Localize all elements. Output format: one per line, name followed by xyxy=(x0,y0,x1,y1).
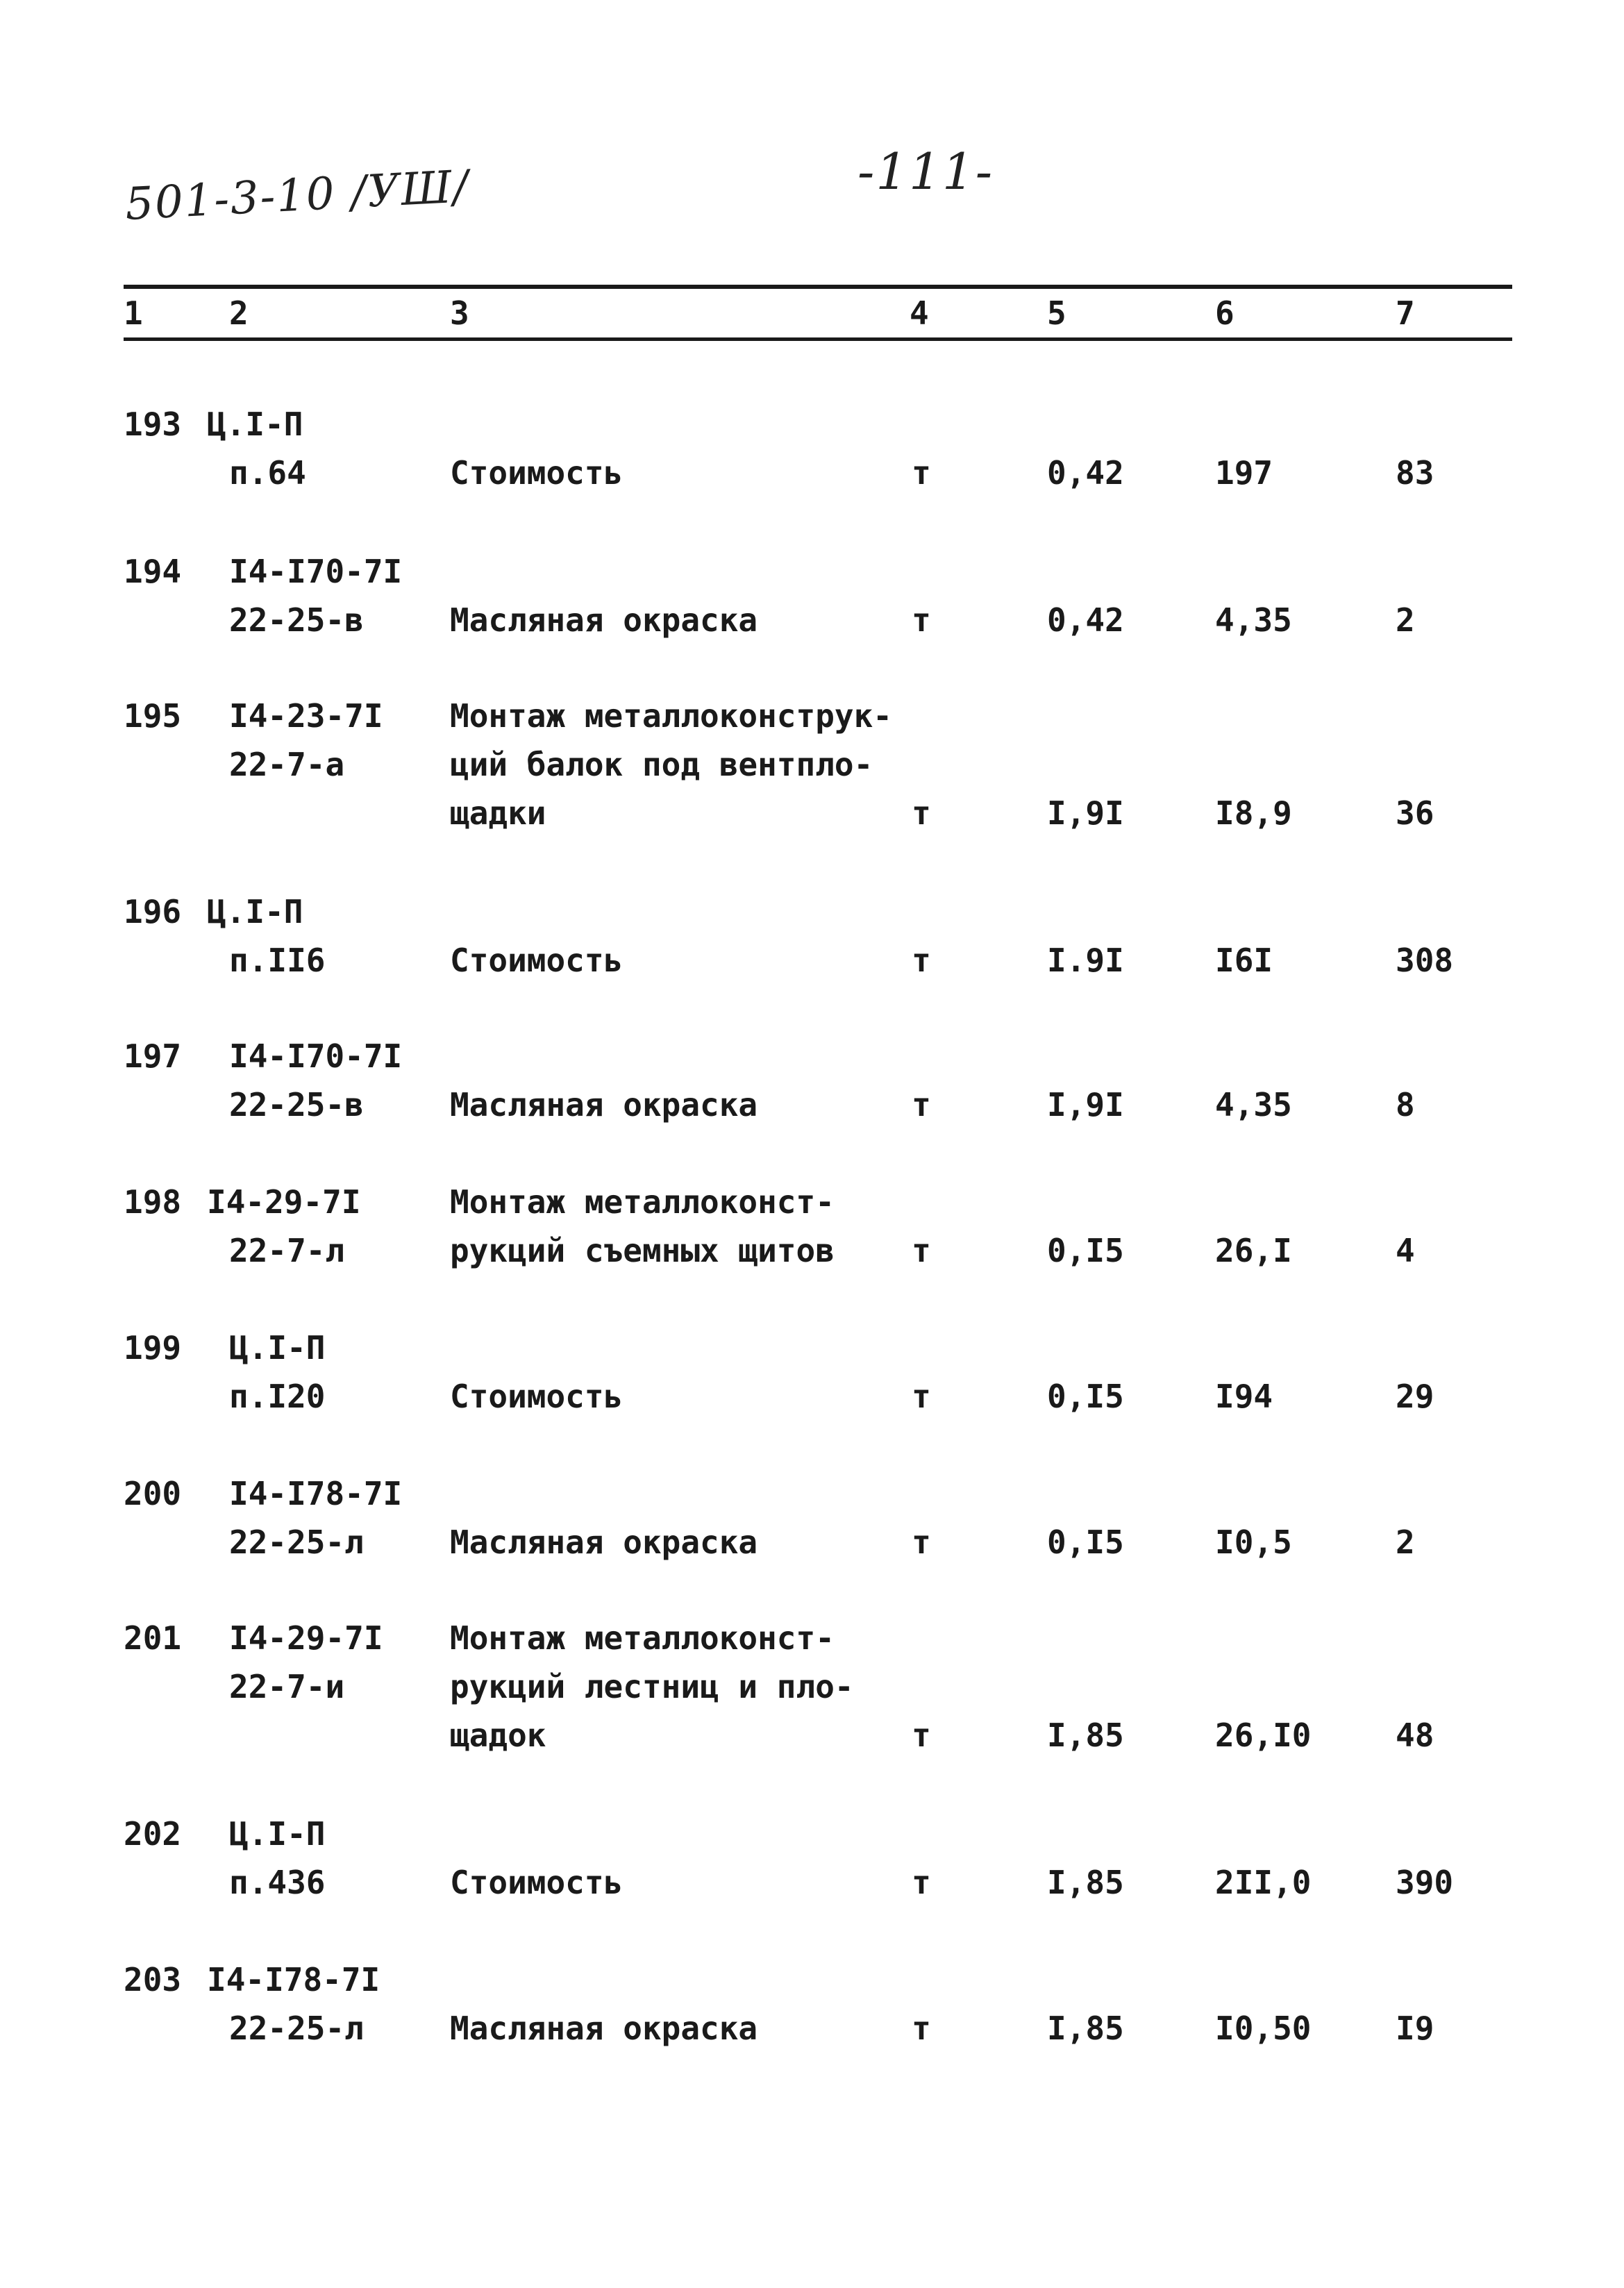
row-code-secondary: п.I20 xyxy=(229,1378,326,1415)
row-quantity: 0,42 xyxy=(1047,454,1124,492)
row-quantity: 0,42 xyxy=(1047,601,1124,639)
row-number: 193 xyxy=(124,406,182,443)
row-description-line: Монтаж металлоконст- xyxy=(450,1619,835,1657)
column-header-4: 4 xyxy=(910,294,929,332)
row-unit: т xyxy=(912,1086,931,1124)
row-unit-price: 26,I xyxy=(1215,1232,1292,1269)
row-code-primary: I4-29-7I xyxy=(207,1183,361,1221)
row-quantity: I.9I xyxy=(1047,942,1124,979)
row-number: 195 xyxy=(124,697,182,735)
row-quantity: I,9I xyxy=(1047,794,1124,832)
row-code-primary: Ц.I-П xyxy=(207,893,303,930)
row-unit-price: I94 xyxy=(1215,1378,1273,1415)
table-row xyxy=(0,1961,1624,2047)
row-number: 197 xyxy=(124,1037,182,1075)
row-unit: т xyxy=(912,1232,931,1269)
row-description-line: Масляная окраска xyxy=(450,2010,758,2047)
column-header-3: 3 xyxy=(450,294,469,332)
table-row xyxy=(0,1619,1624,1754)
row-code-primary: Ц.I-П xyxy=(229,1329,326,1367)
table-row xyxy=(0,1183,1624,1269)
row-unit-price: 4,35 xyxy=(1215,601,1292,639)
table-row xyxy=(0,406,1624,492)
row-total: I9 xyxy=(1396,2010,1434,2047)
row-unit: т xyxy=(912,794,931,832)
row-description-line: ций балок под вентпло- xyxy=(450,746,873,783)
row-code-primary: Ц.I-П xyxy=(229,1815,326,1853)
row-code-primary: I4-I70-7I xyxy=(229,553,403,590)
row-total: 308 xyxy=(1396,942,1454,979)
column-header-2: 2 xyxy=(229,294,249,332)
row-unit: т xyxy=(912,1523,931,1561)
row-description-line: Стоимость xyxy=(450,454,623,492)
row-quantity: 0,I5 xyxy=(1047,1523,1124,1561)
row-total: 2 xyxy=(1396,601,1415,639)
row-quantity: 0,I5 xyxy=(1047,1232,1124,1269)
row-number: 196 xyxy=(124,893,182,930)
row-description-line: рукций съемных щитов xyxy=(450,1232,835,1269)
table-row xyxy=(0,893,1624,979)
row-quantity: 0,I5 xyxy=(1047,1378,1124,1415)
row-code-secondary: п.436 xyxy=(229,1864,326,1901)
row-quantity: I,85 xyxy=(1047,1717,1124,1754)
row-total: 4 xyxy=(1396,1232,1415,1269)
row-total: 2 xyxy=(1396,1523,1415,1561)
row-code-primary: I4-I70-7I xyxy=(229,1037,403,1075)
row-unit-price: I0,5 xyxy=(1215,1523,1292,1561)
row-unit: т xyxy=(912,454,931,492)
row-code-secondary: 22-7-л xyxy=(229,1232,345,1269)
table-row xyxy=(0,553,1624,639)
row-unit: т xyxy=(912,1717,931,1754)
column-header-7: 7 xyxy=(1396,294,1415,332)
row-description-line: Стоимость xyxy=(450,1864,623,1901)
row-total: 83 xyxy=(1396,454,1434,492)
row-description-line: Монтаж металлоконст- xyxy=(450,1183,835,1221)
row-unit: т xyxy=(912,601,931,639)
table-row xyxy=(0,697,1624,832)
header-rule xyxy=(124,337,1512,341)
row-description-line: рукций лестниц и пло- xyxy=(450,1668,854,1705)
column-header-1: 1 xyxy=(124,294,143,332)
row-code-secondary: 22-25-л xyxy=(229,2010,364,2047)
row-number: 199 xyxy=(124,1329,182,1367)
table-top-rule xyxy=(124,285,1512,289)
table-row xyxy=(0,1037,1624,1124)
table-row xyxy=(0,1815,1624,1901)
row-code-primary: I4-I78-7I xyxy=(207,1961,380,1998)
row-code-secondary: 22-25-в xyxy=(229,601,364,639)
row-code-secondary: 22-7-а xyxy=(229,746,345,783)
document-code: 501-3-10 /УШ/ xyxy=(124,161,471,231)
row-description-line: Стоимость xyxy=(450,942,623,979)
row-unit-price: 26,I0 xyxy=(1215,1717,1312,1754)
row-unit: т xyxy=(912,1378,931,1415)
column-header-6: 6 xyxy=(1215,294,1234,332)
row-total: 390 xyxy=(1396,1864,1454,1901)
row-unit-price: 197 xyxy=(1215,454,1273,492)
row-code-primary: Ц.I-П xyxy=(207,406,303,443)
row-unit-price: I0,50 xyxy=(1215,2010,1312,2047)
row-quantity: I,85 xyxy=(1047,1864,1124,1901)
row-number: 203 xyxy=(124,1961,182,1998)
row-number: 194 xyxy=(124,553,182,590)
row-description-line: Масляная окраска xyxy=(450,1523,758,1561)
row-total: 48 xyxy=(1396,1717,1434,1754)
table-row xyxy=(0,1329,1624,1415)
row-description-line: щадок xyxy=(450,1717,546,1754)
row-code-primary: I4-23-7I xyxy=(229,697,383,735)
row-number: 198 xyxy=(124,1183,182,1221)
row-code-secondary: п.64 xyxy=(229,454,306,492)
row-unit-price: 4,35 xyxy=(1215,1086,1292,1124)
row-total: 36 xyxy=(1396,794,1434,832)
row-code-secondary: 22-7-и xyxy=(229,1668,345,1705)
row-number: 202 xyxy=(124,1815,182,1853)
row-code-secondary: 22-25-л xyxy=(229,1523,364,1561)
column-header-5: 5 xyxy=(1047,294,1066,332)
row-unit-price: I8,9 xyxy=(1215,794,1292,832)
row-description-line: Масляная окраска xyxy=(450,1086,758,1124)
row-description-line: Масляная окраска xyxy=(450,601,758,639)
row-unit-price: I6I xyxy=(1215,942,1273,979)
row-quantity: I,85 xyxy=(1047,2010,1124,2047)
row-total: 8 xyxy=(1396,1086,1415,1124)
row-quantity: I,9I xyxy=(1047,1086,1124,1124)
row-unit: т xyxy=(912,2010,931,2047)
row-code-primary: I4-I78-7I xyxy=(229,1475,403,1512)
row-number: 200 xyxy=(124,1475,182,1512)
row-code-secondary: п.II6 xyxy=(229,942,326,979)
page-number: -111- xyxy=(857,142,994,201)
row-description-line: Монтаж металлоконструк- xyxy=(450,697,892,735)
row-total: 29 xyxy=(1396,1378,1434,1415)
row-unit-price: 2II,0 xyxy=(1215,1864,1312,1901)
row-code-secondary: 22-25-в xyxy=(229,1086,364,1124)
row-number: 201 xyxy=(124,1619,182,1657)
row-description-line: Стоимость xyxy=(450,1378,623,1415)
row-unit: т xyxy=(912,1864,931,1901)
table-row xyxy=(0,1475,1624,1561)
row-code-primary: I4-29-7I xyxy=(229,1619,383,1657)
row-description-line: щадки xyxy=(450,794,546,832)
row-unit: т xyxy=(912,942,931,979)
